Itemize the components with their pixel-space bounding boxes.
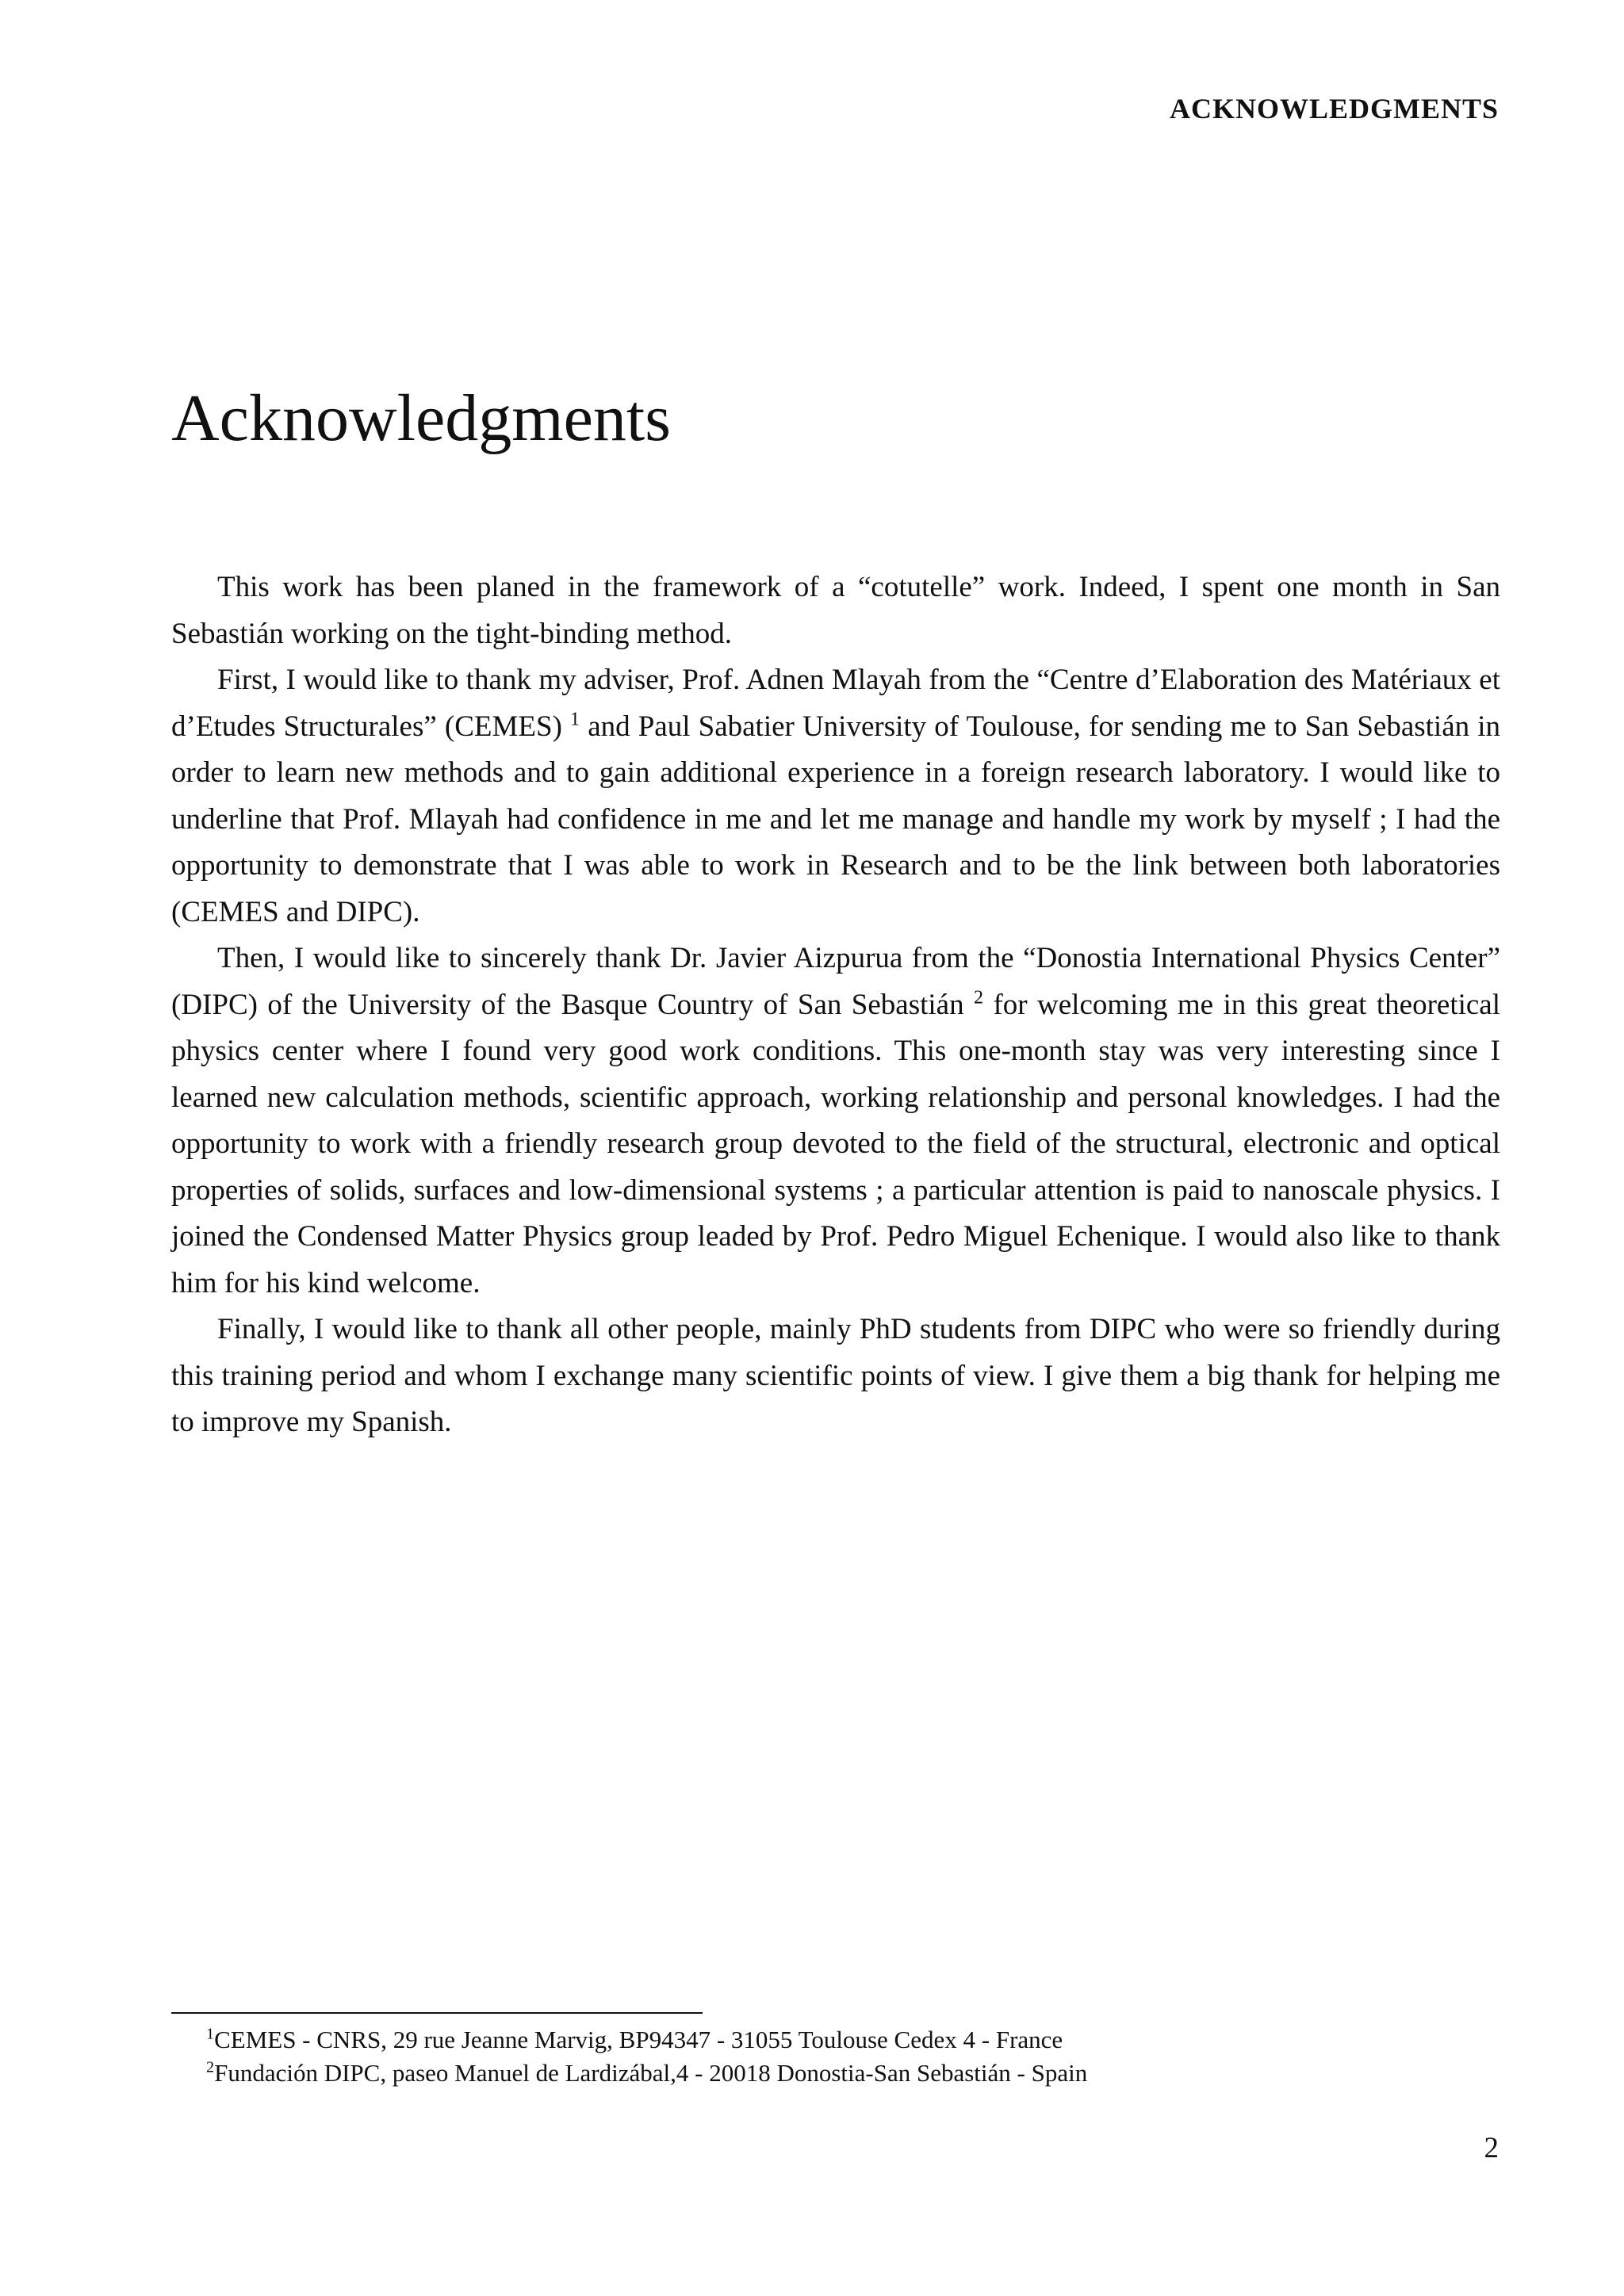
paragraph-4: Finally, I would like to thank all other people, mainly PhD students from DIPC who were so friendly during this training period and whom I exchange many scientific points of view. I give them a big thank for helping me to improve my Spanish.	[171, 1313, 1500, 1438]
footnotes	[171, 2023, 1500, 2090]
footnote-ref-2: 2	[974, 987, 984, 1008]
paragraph-1: This work has been planed in the framework of a “cotutelle” work. Indeed, I spent one month in San Sebastián working on the tight-binding method.	[171, 571, 1500, 650]
footnote-divider	[171, 2012, 703, 2014]
footnote-text: CEMES - CNRS, 29 rue Jeanne Marvig, BP94347 - 31055 Toulouse Cedex 4 - France	[214, 2026, 1063, 2053]
paragraph-3	[171, 936, 1500, 1307]
paragraph-2	[171, 657, 1500, 936]
footnote-text: Fundación DIPC, paseo Manuel de Lardizábal,4 - 20018 Donostia-San Sebastián - Spain	[214, 2059, 1088, 2087]
page-number: 2	[1484, 2132, 1499, 2164]
footnote-2	[171, 2057, 1500, 2090]
paragraph-2-text-b: and Paul Sabatier University of Toulouse, for sending me to San Sebastián in order to learn new methods and to gain additional experience in a foreign research laboratory. I would like to underline that Prof. Mlayah had confidence in me and let me manage and handle my work by myself ; I had the opportunity to demonstrate that I was able to work in Research and to be the link between both laboratories (CEMES and DIPC).	[171, 710, 1501, 928]
paragraph-2-text-a: First, I would like to thank my adviser, Prof. Adnen Mlayah from the “Centre d’Elaboration des Matériaux et d’Etudes Structurales” (CEMES)	[171, 664, 1500, 743]
footnote-mark: 2	[206, 2058, 215, 2076]
paragraph-3-text-b: for welcoming me in this great theoretical physics center where I found very good work conditions. This one-month stay was very interesting since I learned new calculation methods, scientific approach, working relationship and personal knowledges. I had the opportunity to work with a friendly research group devoted to the field of the structural, electronic and optical properties of solids, surfaces and low-dimensional systems ; a particular attention is paid to nanoscale physics. I joined the Condensed Matter Physics group leaded by Prof. Pedro Miguel Echenique. I would also like to thank him for his kind welcome.	[171, 988, 1501, 1299]
running-header: ACKNOWLEDGMENTS	[1169, 93, 1499, 124]
body-text	[171, 564, 1500, 1446]
chapter-title: Acknowledgments	[171, 381, 671, 455]
footnote-ref-1: 1	[570, 709, 580, 730]
footnote-mark: 1	[206, 2025, 215, 2043]
footnote-1	[171, 2023, 1500, 2057]
paragraph-3-text-a: Then, I would like to sincerely thank Dr. Javier Aizpurua from the “Donostia International Physics Center” (DIPC) of the University of the Basque Country of San Sebastián	[171, 942, 1500, 1021]
